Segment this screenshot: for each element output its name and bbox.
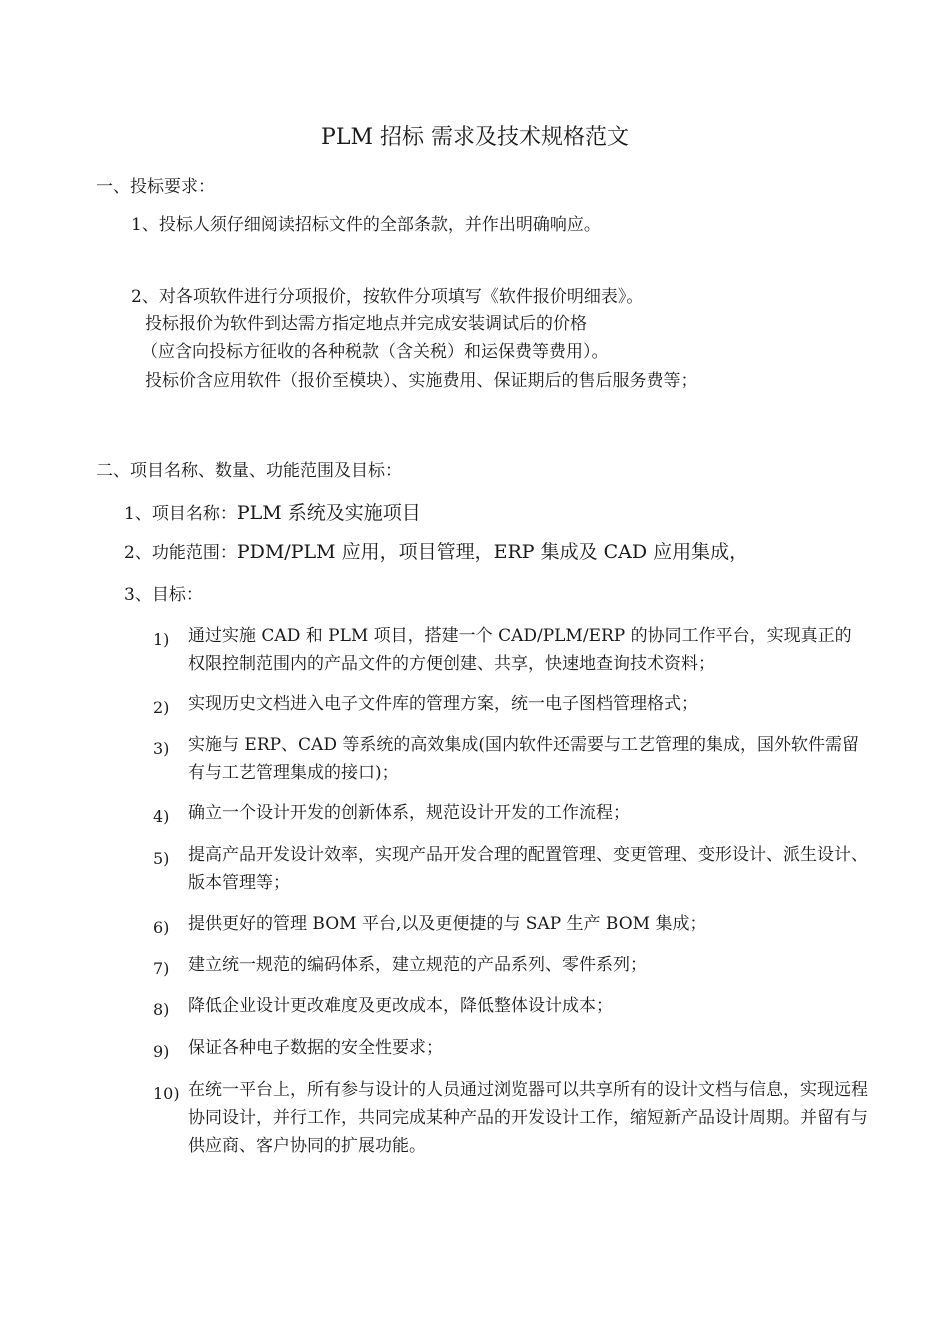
goal-number: 2) xyxy=(153,698,170,717)
document-title: PLM 招标 需求及技术规格范文 xyxy=(321,125,629,150)
goal-text: 降低企业设计更改难度及更改成本，降低整体设计成本； xyxy=(188,996,613,1016)
goal-number: 3) xyxy=(153,739,170,758)
section1-item2-line2: 投标报价为软件到达需方指定地点并完成安装调试后的价格 xyxy=(145,314,587,334)
goal-text: 提供更好的管理 BOM 平台,以及更便捷的与 SAP 生产 BOM 集成； xyxy=(188,914,707,934)
goal-number: 4) xyxy=(153,807,170,826)
goal-text: 实现历史文档进入电子文件库的管理方案，统一电子图档管理格式； xyxy=(188,694,698,714)
goal-text: 实施与 ERP、CAD 等系统的高效集成(国内软件还需要与工艺管理的集成，国外软件需留有与工艺管理集成的接口)； xyxy=(188,735,860,783)
goal-number: 5) xyxy=(153,849,170,868)
project-name-row xyxy=(124,502,421,525)
goal-text: 通过实施 CAD 和 PLM 项目，搭建一个 CAD/PLM/ERP 的协同工作平台，实现真正的权限控制范围内的产品文件的方便创建、共享，快速地查询技术资料； xyxy=(188,626,852,674)
section1-heading: 一、投标要求： xyxy=(96,177,215,197)
function-scope-row xyxy=(124,541,748,564)
goal-text: 确立一个设计开发的创新体系，规范设计开发的工作流程； xyxy=(188,803,630,823)
goal-text: 提高产品开发设计效率，实现产品开发合理的配置管理、变更管理、变形设计、派生设计、版本管理等； xyxy=(188,845,868,893)
function-scope-label: 2、功能范围： xyxy=(124,543,237,563)
goal-number: 1) xyxy=(153,630,170,649)
goal-text: 保证各种电子数据的安全性要求； xyxy=(188,1038,443,1058)
goal-text: 建立统一规范的编码体系，建立规范的产品系列、零件系列； xyxy=(188,955,647,975)
goal-text: 在统一平台上，所有参与设计的人员通过浏览器可以共享所有的设计文档与信息，实现远程协同设计，并行工作，共同完成某种产品的开发设计工作，缩短新产品设计周期。并留有与供应商、客户协同的扩展功能。 xyxy=(188,1080,868,1156)
function-scope-value: PDM/PLM 应用，项目管理，ERP 集成及 CAD 应用集成， xyxy=(236,541,749,563)
goal-number: 6) xyxy=(153,918,170,937)
goal-number: 9) xyxy=(153,1042,170,1061)
goal-number: 7) xyxy=(153,959,170,978)
goal-number: 10) xyxy=(153,1084,180,1103)
project-name-label: 1、项目名称： xyxy=(124,504,237,524)
section1-item1: 1、投标人须仔细阅读招标文件的全部条款，并作出明确响应。 xyxy=(131,215,601,235)
goal-number: 8) xyxy=(153,1000,170,1019)
section1-item2-line3: （应含向投标方征收的各种税款（含关税）和运保费等费用）。 xyxy=(141,342,609,362)
section1-item2: 2、对各项软件进行分项报价，按软件分项填写《软件报价明细表》。 xyxy=(131,287,644,307)
goals-label: 3、目标： xyxy=(124,585,203,605)
section1-item2-line4: 投标价含应用软件（报价至模块）、实施费用、保证期后的售后服务费等； xyxy=(145,371,698,391)
project-name-value: PLM 系统及实施项目 xyxy=(236,502,421,524)
section2-heading: 二、项目名称、数量、功能范围及目标： xyxy=(96,461,402,481)
